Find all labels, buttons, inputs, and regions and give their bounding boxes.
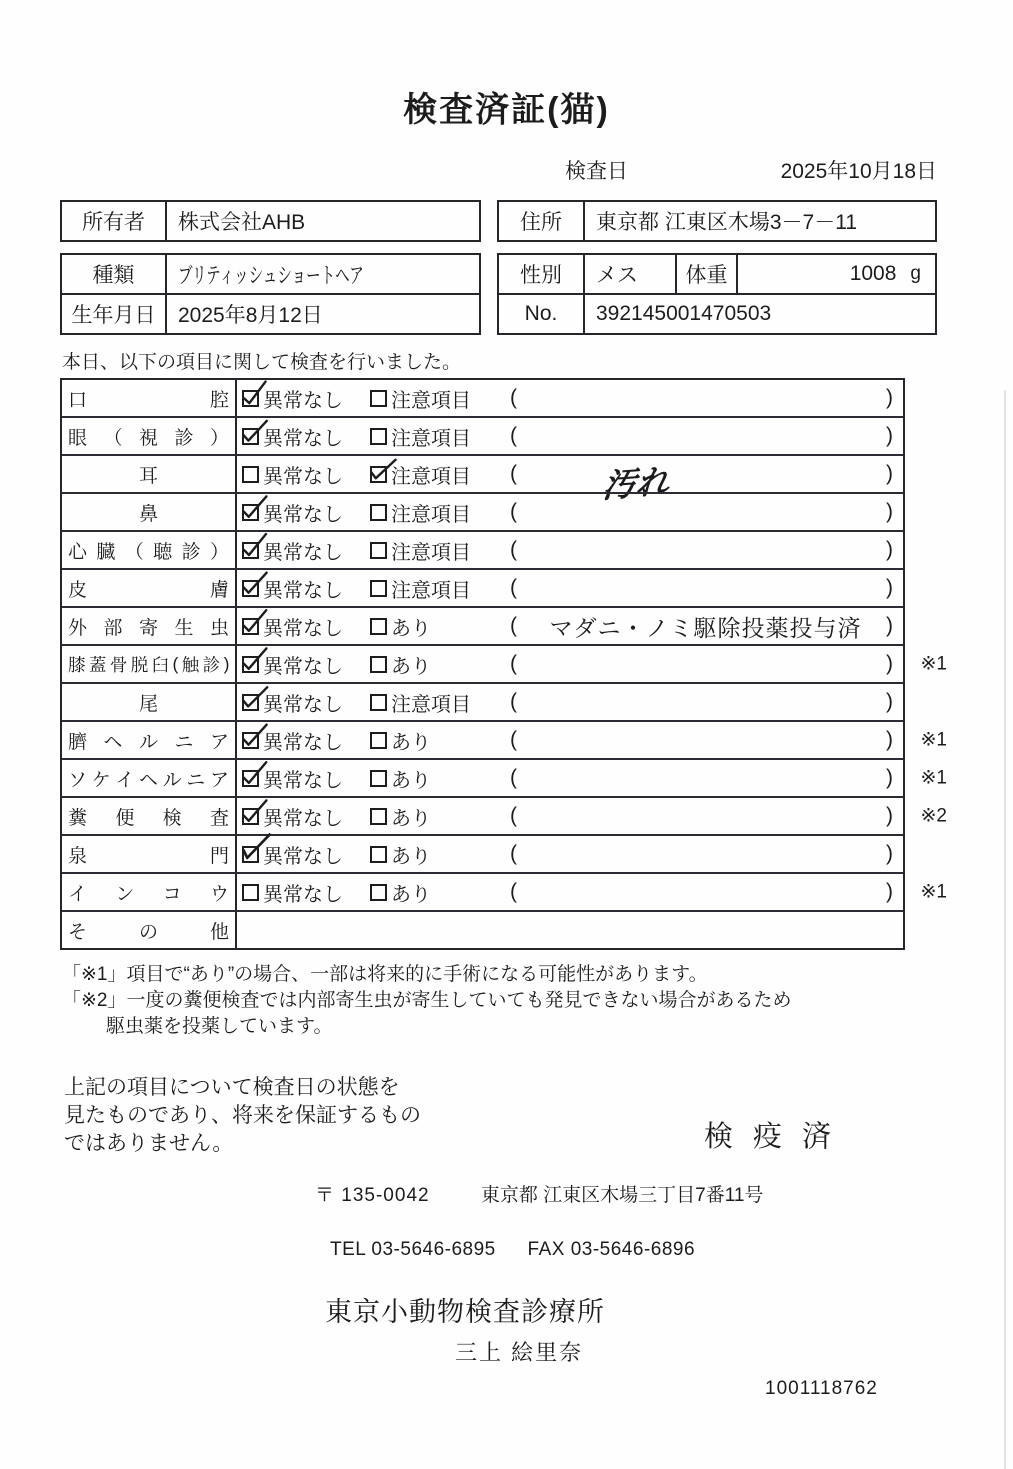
breed-label: 種類 [62, 255, 167, 293]
checkbox-no-abnormality[interactable] [242, 884, 259, 901]
item-label: 耳 [62, 456, 237, 492]
item-label: イ ン コ ウ [62, 874, 237, 910]
option-attention [370, 612, 508, 641]
option-no-abnormality [242, 878, 370, 907]
clinic-fax: FAX 03-5646-6896 [527, 1239, 696, 1260]
paren-close: ) [886, 804, 893, 827]
item-result-cell [237, 570, 903, 606]
option-no-abnormality [242, 612, 370, 641]
checkbox-attention[interactable] [370, 390, 387, 407]
item-result-cell [237, 494, 903, 530]
checkbox-no-abnormality[interactable] [242, 656, 259, 673]
checkbox-no-abnormality[interactable] [242, 846, 259, 863]
paren-close: ) [886, 652, 893, 675]
option-no-abnormality [242, 802, 370, 831]
paren-open: ( [510, 804, 517, 827]
disclaimer [64, 1074, 421, 1158]
paren-close: ) [886, 728, 893, 751]
option-attention [370, 726, 508, 755]
checkbox-attention[interactable] [370, 504, 387, 521]
checkbox-no-abnormality[interactable] [242, 808, 259, 825]
option-no-abnormality-label: 異常なし [263, 579, 343, 602]
option-no-abnormality [242, 574, 370, 603]
paren-open: ( [510, 880, 517, 903]
owner-value: 株式会社AHB [178, 211, 306, 234]
item-label: 眼 （ 視 診 ） [62, 418, 237, 454]
option-attention-label: あり [391, 883, 431, 906]
disclaimer-line-1: 上記の項目について検査日の状態を [64, 1076, 400, 1099]
item-label: 臍 ヘ ル ニ ア [62, 722, 237, 758]
option-no-abnormality-label: 異常なし [263, 769, 343, 792]
checklist-table [60, 378, 947, 950]
checklist-row [62, 796, 947, 834]
checklist-row [62, 530, 903, 568]
paren-close: ) [886, 766, 893, 789]
checkbox-no-abnormality[interactable] [242, 732, 259, 749]
footnote-mark: ※2 [920, 805, 947, 827]
checklist-row [62, 644, 947, 682]
paren-close: ) [886, 424, 893, 447]
paren-open: ( [510, 424, 517, 447]
finding-value: マダニ・ノミ駆除投薬投与済 [549, 614, 862, 641]
checkbox-attention[interactable] [370, 694, 387, 711]
finding-zone [508, 614, 903, 641]
option-attention-label: あり [391, 807, 431, 830]
item-label: 膝 蓋 骨 脱 臼 ( 触 診 ) [62, 646, 237, 682]
page-title: 検査済証(猫) [403, 91, 610, 129]
birthdate-label: 生年月日 [62, 295, 167, 333]
option-no-abnormality [242, 498, 370, 527]
item-label: 尾 [62, 684, 237, 720]
checkbox-attention[interactable] [370, 618, 387, 635]
item-label: 外 部 寄 生 虫 [62, 608, 237, 644]
item-label: 口 腔 [62, 380, 237, 416]
checklist-row [62, 872, 947, 910]
checklist-row [62, 758, 947, 796]
checkbox-no-abnormality[interactable] [242, 504, 259, 521]
footnote-2-cont: 駆虫薬を投薬しています。 [106, 1016, 333, 1037]
checkbox-attention[interactable] [370, 580, 387, 597]
option-attention-label: あり [391, 655, 431, 678]
checklist-row [62, 834, 903, 872]
paren-open: ( [510, 766, 517, 789]
option-no-abnormality [242, 422, 370, 451]
paren-close: ) [886, 842, 893, 865]
option-attention-label: 注意項目 [391, 465, 471, 488]
finding-zone [508, 880, 903, 904]
option-no-abnormality-label: 異常なし [263, 731, 343, 754]
checkbox-attention[interactable] [370, 542, 387, 559]
option-attention [370, 384, 508, 413]
checkbox-no-abnormality[interactable] [242, 770, 259, 787]
footnote-mark: ※1 [920, 767, 947, 789]
checkbox-attention[interactable] [370, 428, 387, 445]
option-no-abnormality [242, 688, 370, 717]
disclaimer-line-2: 見たものであり、将来を保証するもの [64, 1104, 421, 1127]
option-no-abnormality [242, 764, 370, 793]
checkbox-attention[interactable] [370, 770, 387, 787]
item-result-cell [237, 798, 903, 834]
finding-zone [508, 500, 903, 524]
option-attention [370, 422, 508, 451]
finding-zone [508, 576, 903, 600]
option-attention [370, 650, 508, 679]
number-label: No. [499, 295, 585, 333]
option-no-abnormality-label: 異常なし [263, 389, 343, 412]
clinic-address: 東京都 江東区木場三丁目7番11号 [480, 1185, 764, 1206]
checkbox-no-abnormality[interactable] [242, 390, 259, 407]
finding-zone [508, 804, 903, 828]
clinic-tel: TEL 03-5646-6895 [330, 1239, 496, 1260]
option-no-abnormality-label: 異常なし [263, 465, 343, 488]
checklist-row [62, 682, 903, 720]
checkbox-no-abnormality[interactable] [242, 580, 259, 597]
breed-value: ブリティッシュショートヘア [178, 262, 364, 288]
birthdate-value: 2025年8月12日 [178, 304, 323, 327]
checklist-row [62, 568, 903, 606]
item-label: ソ ケ イ ヘ ル ニ ア [62, 760, 237, 796]
option-attention [370, 574, 508, 603]
item-result-cell [237, 722, 903, 758]
weight-value: 1008 [849, 262, 897, 285]
option-attention [370, 498, 508, 527]
item-label: 鼻 [62, 494, 237, 530]
paren-open: ( [510, 538, 517, 561]
paren-open: ( [510, 652, 517, 675]
checkbox-no-abnormality[interactable] [242, 542, 259, 559]
footnote-mark: ※1 [920, 881, 947, 903]
address-box [497, 200, 937, 242]
weight-value-cell [738, 255, 935, 293]
option-attention-label: 注意項目 [391, 389, 471, 412]
sex-label: 性別 [499, 255, 585, 293]
footnotes [62, 962, 1013, 1040]
paren-close: ) [886, 538, 893, 561]
option-attention [370, 878, 508, 907]
quarantine-stamp: 検 疫 済 [703, 1121, 837, 1153]
item-result-cell [237, 418, 903, 454]
option-no-abnormality-label: 異常なし [263, 541, 343, 564]
weight-unit: g [910, 263, 921, 284]
bottom-row [64, 1074, 937, 1158]
paren-close: ) [886, 614, 893, 637]
breed-birth-box [60, 253, 481, 335]
finding-zone [508, 652, 903, 676]
exam-statement: 本日、以下の項目に関して検査を行いました。 [62, 352, 462, 373]
paren-open: ( [510, 842, 517, 865]
item-result-cell [237, 646, 903, 682]
item-result-cell [237, 836, 903, 872]
owner-band [60, 200, 937, 242]
owner-box [60, 200, 481, 242]
footnote-mark: ※1 [920, 729, 947, 751]
paren-open: ( [510, 614, 517, 637]
number-value: 392145001470503 [596, 302, 772, 325]
option-attention [370, 764, 508, 793]
option-no-abnormality [242, 536, 370, 565]
checkbox-attention[interactable] [370, 656, 387, 673]
disclaimer-line-3: ではありません。 [64, 1132, 234, 1155]
footnote-mark: ※1 [920, 653, 947, 675]
option-attention-label: あり [391, 731, 431, 754]
item-label: 泉 門 [62, 836, 237, 872]
item-label: そ の 他 [62, 912, 237, 948]
address-value: 東京都 江東区木場3－7－11 [596, 211, 857, 234]
item-result-cell [237, 608, 903, 644]
option-attention [370, 688, 508, 717]
item-result-cell [237, 912, 903, 948]
option-attention-label: あり [391, 617, 431, 640]
checklist-row [62, 606, 903, 644]
item-label: 糞 便 検 査 [62, 798, 237, 834]
checklist-row [62, 416, 903, 454]
item-label: 皮 膚 [62, 570, 237, 606]
option-attention [370, 840, 508, 869]
paren-close: ) [886, 500, 893, 523]
option-no-abnormality [242, 384, 370, 413]
paren-open: ( [510, 386, 517, 409]
paren-close: ) [886, 576, 893, 599]
paren-open: ( [510, 728, 517, 751]
option-no-abnormality [242, 460, 370, 489]
option-no-abnormality [242, 726, 370, 755]
option-attention-label: 注意項目 [391, 693, 471, 716]
item-result-cell [237, 380, 903, 416]
checkbox-attention[interactable] [370, 466, 387, 483]
footnote-1: 「※1」項目で“あり”の場合、一部は将来的に手術になる可能性があります。 [62, 964, 708, 985]
option-no-abnormality-label: 異常なし [263, 617, 343, 640]
option-no-abnormality-label: 異常なし [263, 807, 343, 830]
clinic-tel-line [330, 1239, 1013, 1261]
inspection-date-row [565, 155, 937, 185]
option-attention-label: 注意項目 [391, 579, 471, 602]
checkbox-attention[interactable] [370, 846, 387, 863]
item-result-cell [237, 684, 903, 720]
paren-close: ) [886, 690, 893, 713]
checklist-row [62, 454, 903, 505]
address-label: 住所 [499, 202, 585, 240]
checkbox-no-abnormality[interactable] [242, 694, 259, 711]
option-attention [370, 460, 508, 489]
checkbox-no-abnormality[interactable] [242, 618, 259, 635]
checkbox-no-abnormality[interactable] [242, 428, 259, 445]
checklist-row [62, 720, 947, 758]
option-no-abnormality [242, 840, 370, 869]
option-attention [370, 536, 508, 565]
checkbox-attention[interactable] [370, 884, 387, 901]
option-no-abnormality-label: 異常なし [263, 427, 343, 450]
clinic-postal-code: 〒 135-0042 [315, 1185, 430, 1206]
checkbox-no-abnormality[interactable] [242, 466, 259, 483]
inspection-date-value: 2025年10月18日 [780, 160, 937, 183]
footnote-2: 「※2」一度の糞便検査では内部寄生虫が寄生していても発見できない場合があるため [62, 990, 792, 1011]
paren-close: ) [886, 462, 893, 485]
clinic-address-line [315, 1180, 1013, 1207]
inspection-date-label: 検査日 [565, 160, 628, 183]
finding-zone [508, 690, 903, 714]
option-attention-label: あり [391, 769, 431, 792]
finding-zone [508, 538, 903, 562]
paren-close: ) [886, 880, 893, 903]
option-no-abnormality-label: 異常なし [263, 503, 343, 526]
paren-open: ( [510, 462, 517, 485]
checklist-row [62, 492, 903, 530]
option-no-abnormality-label: 異常なし [263, 845, 343, 868]
option-no-abnormality-label: 異常なし [263, 883, 343, 906]
checklist-row [62, 910, 903, 948]
item-label: 心 臓 （ 聴 診 ） [62, 532, 237, 568]
paren-open: ( [510, 690, 517, 713]
owner-label: 所有者 [62, 202, 167, 240]
veterinarian-name: 三上 絵里奈 [455, 1340, 584, 1365]
finding-zone [508, 424, 903, 448]
finding-zone [508, 462, 903, 505]
pet-band [60, 253, 937, 335]
option-attention-label: あり [391, 845, 431, 868]
option-no-abnormality [242, 650, 370, 679]
handwritten-finding: 汚れ [600, 462, 671, 505]
item-result-cell [237, 532, 903, 568]
option-attention-label: 注意項目 [391, 503, 471, 526]
document-number: 1001118762 [765, 1378, 878, 1399]
checklist-row [62, 380, 903, 416]
finding-zone [508, 728, 903, 752]
option-attention-label: 注意項目 [391, 541, 471, 564]
paren-close: ) [886, 386, 893, 409]
checkbox-attention[interactable] [370, 732, 387, 749]
clinic-name: 東京小動物検査診療所 [325, 1297, 605, 1327]
item-result-cell [237, 760, 903, 796]
finding-zone [508, 766, 903, 790]
paren-open: ( [510, 576, 517, 599]
item-result-cell [237, 874, 903, 910]
weight-label: 体重 [677, 255, 738, 293]
checkbox-attention[interactable] [370, 808, 387, 825]
finding-zone [508, 386, 903, 410]
option-attention-label: 注意項目 [391, 427, 471, 450]
item-result-cell [237, 456, 903, 505]
option-no-abnormality-label: 異常なし [263, 693, 343, 716]
option-no-abnormality-label: 異常なし [263, 655, 343, 678]
finding-zone [508, 842, 903, 866]
paren-open: ( [510, 500, 517, 523]
sex-weight-no-box [497, 253, 937, 335]
sex-value: メス [585, 255, 677, 293]
option-attention [370, 802, 508, 831]
